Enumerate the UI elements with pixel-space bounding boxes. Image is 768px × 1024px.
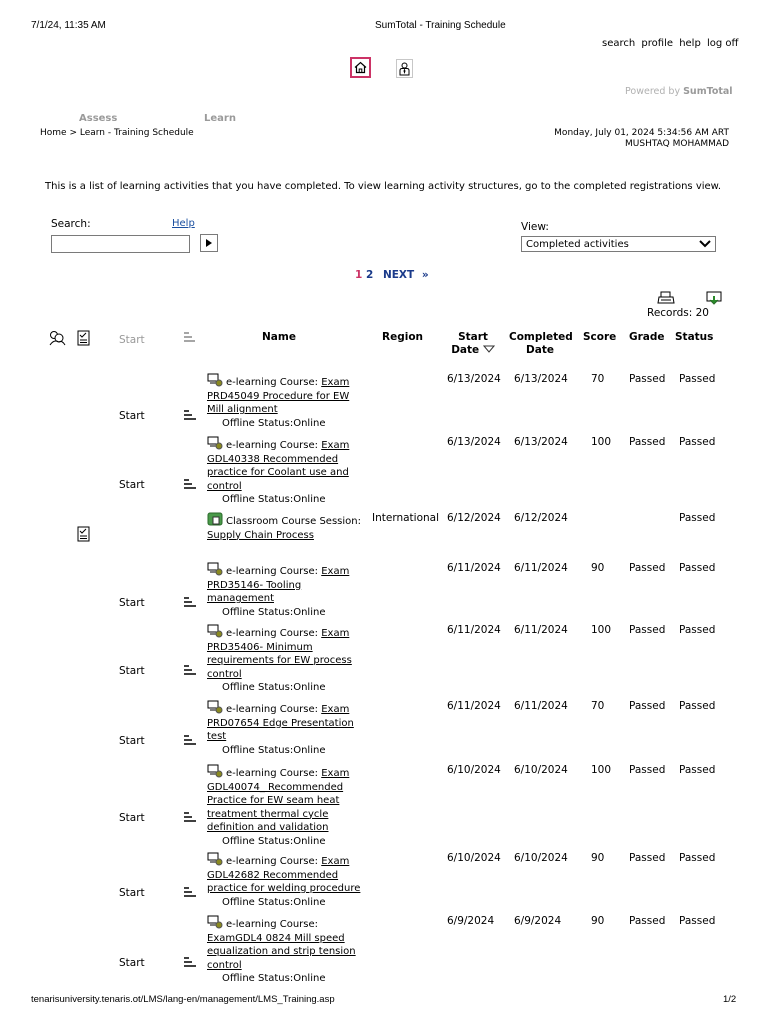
search-go-button[interactable] [200, 234, 218, 252]
home-icon [354, 61, 367, 74]
activity-title-line[interactable]: practice for Coolant use and [207, 467, 349, 478]
elearning-icon [207, 700, 223, 714]
user-icon [399, 62, 410, 76]
start-date-cell: 6/13/2024 [447, 436, 501, 448]
grade-cell: Passed [629, 373, 666, 385]
sumtotal-brand: SumTotal [683, 86, 733, 97]
structure-icon[interactable] [183, 664, 197, 676]
score-cell: 100 [591, 436, 612, 448]
start-link[interactable]: Start [119, 479, 145, 491]
activity-title-line[interactable]: GDL40338 Recommended [207, 453, 339, 465]
start-date-cell: 6/13/2024 [447, 373, 501, 385]
table-row [0, 764, 768, 847]
completed-date-cell: 6/9/2024 [514, 915, 562, 927]
table-row [0, 700, 768, 756]
home-button[interactable] [350, 57, 371, 78]
search-label: Search: [51, 218, 91, 230]
score-cell: 100 [591, 624, 612, 636]
activity-title-line[interactable]: control [207, 959, 242, 971]
activity-title-line[interactable]: Exam [321, 628, 350, 639]
activity-type: e-learning Course: [226, 704, 319, 715]
elearning-icon [207, 852, 223, 866]
tab-learn[interactable]: Learn [204, 113, 236, 124]
grade-cell: Passed [629, 764, 666, 776]
start-link[interactable]: Start [119, 665, 145, 677]
header-region[interactable]: Region [382, 331, 424, 343]
start-date-cell: 6/12/2024 [447, 512, 501, 524]
activity-type: e-learning Course: [226, 919, 319, 930]
pager [355, 269, 429, 281]
start-link[interactable]: Start [119, 957, 145, 969]
status-cell: Passed [679, 624, 716, 636]
activity-title-line[interactable]: PRD35146- Tooling [207, 579, 302, 591]
offline-status: Offline Status:Online [222, 973, 326, 984]
offline-status: Offline Status:Online [222, 896, 326, 908]
activity-title-line[interactable]: equalization and strip tension [207, 946, 356, 957]
activity-name [207, 373, 365, 430]
status-cell: Passed [679, 915, 716, 927]
grade-cell: Passed [629, 915, 666, 927]
structure-icon[interactable] [183, 596, 197, 608]
activity-title-line[interactable]: practice for welding procedure [207, 883, 361, 894]
view-select[interactable] [521, 236, 716, 252]
activity-type: e-learning Course: [226, 768, 319, 779]
offline-status: Offline Status:Online [222, 744, 326, 756]
records-count: Records: 20 [647, 307, 709, 319]
status-cell: Passed [679, 562, 716, 574]
user-name: MUSHTAQ MOHAMMAD [625, 139, 729, 149]
score-cell: 90 [591, 852, 605, 864]
table-row [0, 852, 768, 908]
offline-status: Offline Status:Online [222, 835, 326, 847]
activity-title-line[interactable]: management [207, 593, 274, 604]
activity-name [207, 764, 365, 848]
play-icon [206, 239, 212, 247]
completed-date-cell: 6/10/2024 [514, 852, 568, 864]
header-completed-date[interactable]: Completed Date [509, 331, 573, 356]
activity-name [207, 624, 365, 695]
activity-title-line[interactable]: Exam [321, 768, 350, 779]
activity-title-line[interactable]: control [207, 668, 242, 680]
activity-title-line[interactable]: GDL42682 Recommended [207, 869, 339, 881]
table-row [0, 562, 768, 618]
structure-icon[interactable] [183, 478, 197, 490]
activity-type: Classroom Course Session: [226, 516, 361, 527]
activity-title-line[interactable]: definition and validation [207, 822, 329, 833]
activity-name [207, 436, 365, 507]
score-cell: 90 [591, 562, 605, 574]
score-cell: 70 [591, 700, 605, 712]
activity-type: e-learning Course: [226, 440, 319, 451]
search-link[interactable]: search [602, 38, 636, 49]
search-help-link[interactable]: Help [172, 218, 195, 229]
structure-icon[interactable] [183, 956, 197, 968]
view-label: View: [521, 221, 549, 233]
activity-title-line[interactable]: PRD35406- Minimum [207, 641, 313, 653]
powered-by: Powered by SumTotal [625, 86, 733, 97]
structure-icon [183, 331, 196, 343]
sort-desc-icon [483, 345, 495, 353]
start-date-cell: 6/11/2024 [447, 624, 501, 636]
header-name[interactable]: Name [262, 331, 296, 343]
people-icon [48, 330, 66, 346]
activity-name [207, 562, 365, 619]
status-cell: Passed [679, 373, 716, 385]
header-status[interactable]: Status [675, 331, 714, 343]
offline-status: Offline Status:Online [222, 682, 326, 693]
print-icon[interactable] [657, 291, 675, 305]
activity-title-line[interactable]: Practice for EW seam heat [207, 795, 340, 806]
header-start: Start [119, 334, 145, 346]
next-link[interactable]: NEXT [382, 269, 415, 281]
activity-name [207, 915, 365, 986]
table-row [0, 436, 768, 503]
profile-link[interactable]: profile [641, 38, 673, 49]
completed-date-cell: 6/13/2024 [514, 436, 568, 448]
activity-title-line[interactable]: Exam [321, 704, 350, 715]
user-button[interactable] [396, 59, 413, 78]
start-date-cell: 6/10/2024 [447, 764, 501, 776]
activity-title-line[interactable]: control [207, 480, 242, 492]
activity-title-line[interactable]: GDL40074_ Recommended [207, 781, 344, 793]
activity-type: e-learning Course: [226, 566, 319, 577]
offline-status: Offline Status:Online [222, 417, 326, 429]
view-selected-value: Completed activities [526, 238, 629, 250]
help-link[interactable]: help [679, 38, 701, 49]
score-cell: 100 [591, 764, 612, 776]
logoff-link[interactable]: log off [707, 38, 739, 49]
elearning-icon [207, 915, 223, 929]
structure-icon[interactable] [183, 811, 197, 823]
page-1: 1 [355, 269, 363, 281]
start-link[interactable]: Start [119, 410, 145, 422]
start-link[interactable]: Start [119, 887, 145, 899]
tab-assess[interactable]: Assess [79, 113, 118, 124]
checklist-icon[interactable] [77, 526, 90, 542]
score-cell: 70 [591, 373, 605, 385]
activity-title-line[interactable]: requirements for EW process [207, 655, 352, 666]
elearning-icon [207, 562, 223, 576]
activity-title-line[interactable]: PRD07654 Edge Presentation [207, 717, 354, 729]
completed-date-cell: 6/10/2024 [514, 764, 568, 776]
elearning-icon [207, 373, 223, 387]
table-row [0, 512, 768, 552]
start-link[interactable]: Start [119, 735, 145, 747]
header-score[interactable]: Score [583, 331, 617, 343]
start-date-cell: 6/11/2024 [447, 562, 501, 574]
session-timestamp: Monday, July 01, 2024 5:34:56 AM ART [554, 128, 729, 138]
start-link[interactable]: Start [119, 597, 145, 609]
activity-title-line[interactable]: Exam [321, 566, 350, 577]
grade-cell: Passed [629, 562, 666, 574]
activity-title-line[interactable]: Exam [321, 377, 350, 388]
next-arrows[interactable]: » [421, 269, 429, 281]
activity-name [207, 512, 365, 542]
chevron-down-icon [699, 240, 711, 248]
search-input[interactable] [51, 235, 190, 253]
classroom-icon [207, 512, 223, 526]
start-date-cell: 6/11/2024 [447, 700, 501, 712]
activity-title-line[interactable]: ExamGDL4 0824 Mill speed [207, 932, 345, 944]
export-excel-icon[interactable] [706, 291, 722, 305]
activity-title-line[interactable]: Exam [321, 440, 350, 451]
grade-cell: Passed [629, 700, 666, 712]
completed-date-cell: 6/11/2024 [514, 700, 568, 712]
elearning-icon [207, 764, 223, 778]
offline-status: Offline Status:Online [222, 606, 326, 618]
activity-name [207, 852, 365, 909]
footer-page: 1/2 [723, 994, 737, 1005]
status-cell: Passed [679, 852, 716, 864]
breadcrumb: Home > Learn - Training Schedule [40, 128, 194, 138]
grade-cell: Passed [629, 436, 666, 448]
checklist-icon [77, 330, 90, 346]
elearning-icon [207, 624, 223, 638]
table-row [0, 624, 768, 693]
grade-cell: Passed [629, 852, 666, 864]
status-cell: Passed [679, 436, 716, 448]
completed-date-cell: 6/11/2024 [514, 562, 568, 574]
activity-name [207, 700, 365, 757]
structure-icon[interactable] [183, 409, 197, 421]
structure-icon[interactable] [183, 734, 197, 746]
completed-date-cell: 6/11/2024 [514, 624, 568, 636]
document-title: SumTotal - Training Schedule [375, 20, 506, 31]
grade-cell: Passed [629, 624, 666, 636]
score-cell: 90 [591, 915, 605, 927]
completed-date-cell: 6/12/2024 [514, 512, 568, 524]
activity-type: e-learning Course: [226, 377, 319, 388]
offline-status: Offline Status:Online [222, 494, 326, 505]
elearning-icon [207, 436, 223, 450]
start-date-cell: 6/10/2024 [447, 852, 501, 864]
header-grade[interactable]: Grade [629, 331, 665, 343]
session-info [554, 128, 729, 150]
activity-title-line[interactable]: Mill alignment [207, 404, 278, 415]
activity-title-line[interactable]: treatment thermal cycle [207, 808, 329, 820]
activity-title-line[interactable]: PRD45049 Procedure for EW [207, 390, 350, 402]
header-start-date[interactable]: Start Date [449, 331, 497, 357]
activity-type: e-learning Course: [226, 628, 319, 639]
intro-text: This is a list of learning activities that you have completed. To view learning activity structures, go to the completed registrations view. [45, 181, 722, 192]
footer-url: tenarisuniversity.tenaris.ot/LMS/lang-en/management/LMS_Training.asp [31, 994, 335, 1005]
page-2-link[interactable]: 2 [365, 269, 374, 281]
table-row [0, 915, 768, 984]
start-link[interactable]: Start [119, 812, 145, 824]
activity-title-line[interactable]: Exam [321, 856, 350, 867]
status-cell: Passed [679, 512, 716, 524]
status-cell: Passed [679, 764, 716, 776]
status-cell: Passed [679, 700, 716, 712]
activity-title-line[interactable]: test [207, 731, 227, 742]
top-nav [602, 38, 738, 49]
start-date-cell: 6/9/2024 [447, 915, 495, 927]
print-datetime: 7/1/24, 11:35 AM [31, 20, 106, 31]
activity-type: e-learning Course: [226, 856, 319, 867]
table-row [0, 373, 768, 428]
structure-icon[interactable] [183, 886, 197, 898]
completed-date-cell: 6/13/2024 [514, 373, 568, 385]
activity-title-line[interactable]: Supply Chain Process [207, 529, 314, 541]
region-cell: International [372, 512, 440, 524]
